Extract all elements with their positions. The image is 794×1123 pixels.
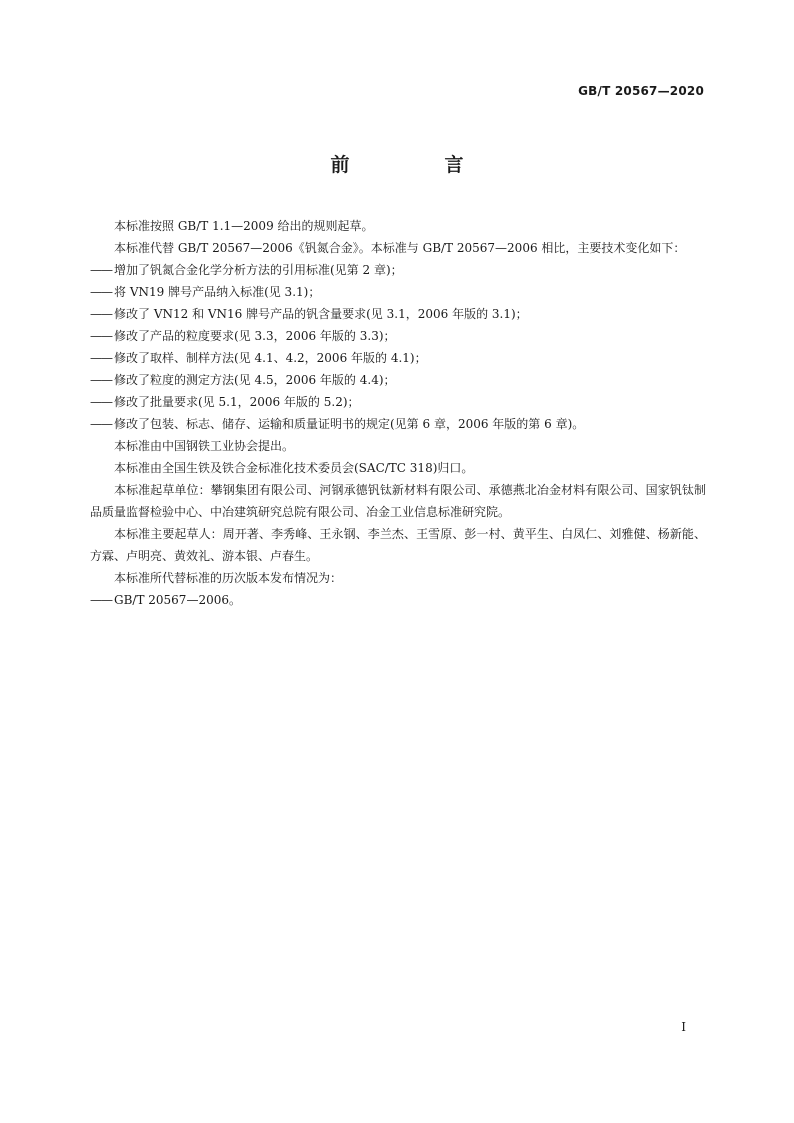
history-item [90,589,706,611]
paragraph-committee: 本标准由全国生铁及铁合金标准化技术委员会(SAC/TC 318)归口。 [114,461,474,475]
page-number: I [681,1020,686,1034]
paragraph-proposer: 本标准由中国钢铁工业协会提出。 [114,439,295,453]
change-item [90,391,706,413]
change-item-text: 修改了取样、制样方法(见 4.1、4.2，2006 年版的 4.1)； [114,351,427,365]
dash-mark: —— [90,263,112,277]
dash-mark: —— [90,395,112,409]
dash-mark: —— [90,593,112,607]
change-item [90,259,706,281]
dash-mark: —— [90,307,112,321]
paragraph-history: 本标准所代替标准的历次版本发布情况为： [114,571,343,585]
change-item-text: 修改了批量要求(见 5.1，2006 年版的 5.2)； [114,395,360,409]
standard-code: GB/T 20567—2020 [578,84,704,98]
dash-mark: —— [90,285,112,299]
dash-mark: —— [90,373,112,387]
change-item [90,369,706,391]
paragraph-replacement: 本标准代替 GB/T 20567—2006《钒氮合金》。本标准与 GB/T 20567—2006 相比，主要技术变化如下： [114,241,686,255]
change-item-text: 修改了产品的粒度要求(见 3.3，2006 年版的 3.3)； [114,329,396,343]
change-item-text: 修改了 VN12 和 VN16 牌号产品的钒含量要求(见 3.1，2006 年版的 3.1)； [114,307,528,321]
change-item-text: 修改了粒度的测定方法(见 4.5，2006 年版的 4.4)； [114,373,396,387]
change-item [90,303,706,325]
paragraph-drafting-units: 本标准起草单位：攀钢集团有限公司、河钢承德钒钛新材料有限公司、承德燕北冶金材料有限公司、国家钒钛制品质量监督检验中心、中冶建筑研究总院有限公司、冶金工业信息标准研究院。 [90,483,706,519]
paragraph-drafting-rule: 本标准按照 GB/T 1.1—2009 给出的规则起草。 [114,219,374,233]
change-item-text: 修改了包装、标志、储存、运输和质量证明书的规定(见第 6 章，2006 年版的第 6 章)。 [114,417,585,431]
change-item [90,347,706,369]
page-title: 前 言 [330,154,502,176]
change-item [90,281,706,303]
dash-mark: —— [90,417,112,431]
change-item-text: 将 VN19 牌号产品纳入标准(见 3.1)； [114,285,321,299]
foreword-body [90,215,706,611]
change-item [90,413,706,435]
change-item-text: 增加了钒氮合金化学分析方法的引用标准(见第 2 章)； [114,263,403,277]
history-item-text: GB/T 20567—2006。 [114,593,241,607]
paragraph-drafters: 本标准主要起草人：周开著、李秀峰、王永钢、李兰杰、王雪原、彭一村、黄平生、白凤仁、刘雅健、杨新能、方霖、卢明亮、黄效礼、游本银、卢春生。 [90,527,706,563]
dash-mark: —— [90,351,112,365]
dash-mark: —— [90,329,112,343]
change-item [90,325,706,347]
